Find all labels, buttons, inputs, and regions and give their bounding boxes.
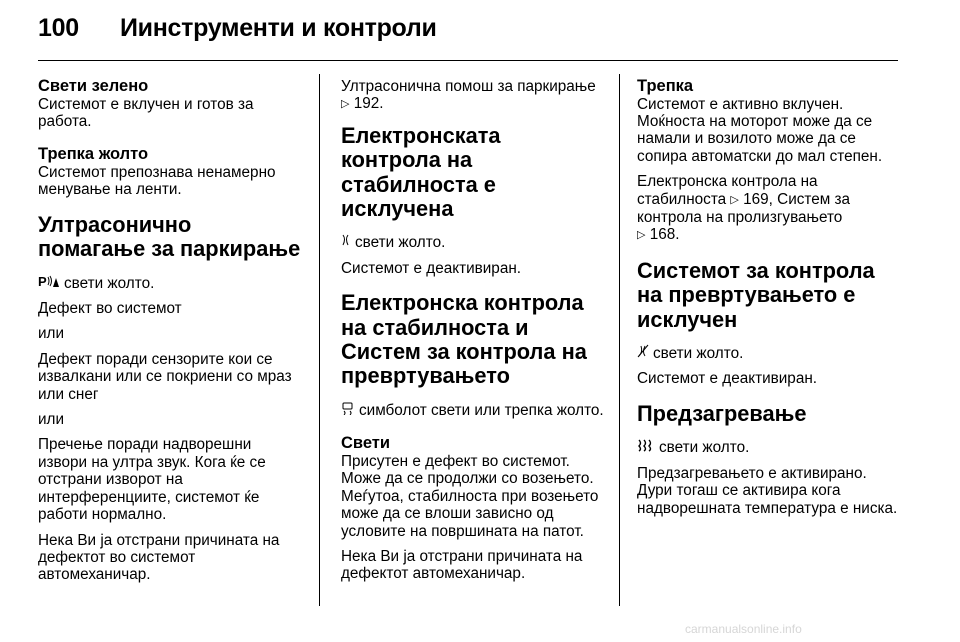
header-rule [38,60,898,61]
section-title: Трепка жолто [38,145,149,164]
glow-plug-icon [637,438,655,456]
page-ref[interactable]: 168. [649,226,680,244]
paragraph: свети жолто. [341,233,605,251]
section-heading: Предзагревање [637,400,807,426]
watermark: carmanualsonline.info [685,622,802,636]
paragraph: Дефект во системот [38,300,182,318]
section-title: Свети зелено [38,77,149,95]
paragraph: свети жолто. [637,344,901,362]
paragraph: Системот препознава ненамерно менување на ленти. [38,164,276,199]
page-ref-arrow-icon: ▷ [730,193,739,206]
paragraph: Предзагревањето е активирано. Дури тогаш се активира кога надворешната температура е ниска. [637,464,898,517]
page-ref-arrow-icon: ▷ [341,98,350,111]
column-divider-1 [319,74,320,606]
paragraph: Пречење поради надворешни извори на ултра звук. Кога ќе се отстрани изворот на интерференциите, системот ќе работи нормално. [38,436,266,524]
paragraph: Дефект поради сензорите кои се извалкани или се покриени со мраз или снег [38,350,292,403]
paragraph: Ултрасонична помош за паркирање ▷ 192. [341,78,596,113]
svg-text:P: P [38,273,47,288]
paragraph: или [38,411,65,429]
section-heading: Електронската контрола на стабилноста е исклучена [341,122,501,222]
page-ref[interactable]: 169, Систем за контрола на пролизгувањето [637,190,851,227]
paragraph: или [38,325,65,343]
skid-car-icon [341,401,355,419]
paragraph: P свети жолто. [38,273,155,292]
column-3 [637,78,901,525]
page-ref[interactable]: 192. [353,95,384,113]
tc-off-icon [637,344,649,362]
paragraph: Нека Ви ја отстрани причината на дефектот во системот автомеханичар. [38,531,280,584]
paragraph: Системот е активно вклучен. Моќноста на моторот може да се намали и возилото може да се сопира автоматски до мал степен. [637,95,883,165]
parking-sensor-icon [38,274,60,292]
page-ref-arrow-icon: ▷ [637,229,646,242]
section-heading: Електронска контрола на стабилноста и Систем за контрола на превртувањето [341,290,587,389]
paragraph: Нека Ви ја отстрани причината на дефектот автомеханичар. [341,547,583,583]
esp-off-icon [341,233,351,251]
column-divider-2 [619,74,620,606]
paragraph: симболот свети или трепка жолто. [341,401,605,419]
section-title: Свети [341,434,391,453]
paragraph: Системот е деактивиран. [341,259,522,277]
section-heading: Ултрасонично помагање за паркирање [38,211,301,262]
column-1 [38,78,302,592]
paragraph: свети жолто. [637,438,901,456]
page-title: Иинструменти и контроли [120,14,437,42]
paragraph: Системот е деактивиран. [637,370,818,388]
section-heading: Системот за контрола на превртувањето е исклучен [637,257,875,332]
section-title: Трепка [637,77,694,95]
paragraph: Електронска контрола на стабилноста ▷ 169, Систем за контрола на пролизгувањето ▷ 168. [637,173,851,244]
page-number: 100 [38,14,79,42]
paragraph: Присутен е дефект во системот. Може да се продолжи со возењето. Меѓутоа, стабилноста при возењето може да се влоши зависно од условите на површината на патот. [341,452,599,540]
paragraph: Системот е вклучен и готов за работа. [38,95,254,130]
column-2 [341,78,605,591]
